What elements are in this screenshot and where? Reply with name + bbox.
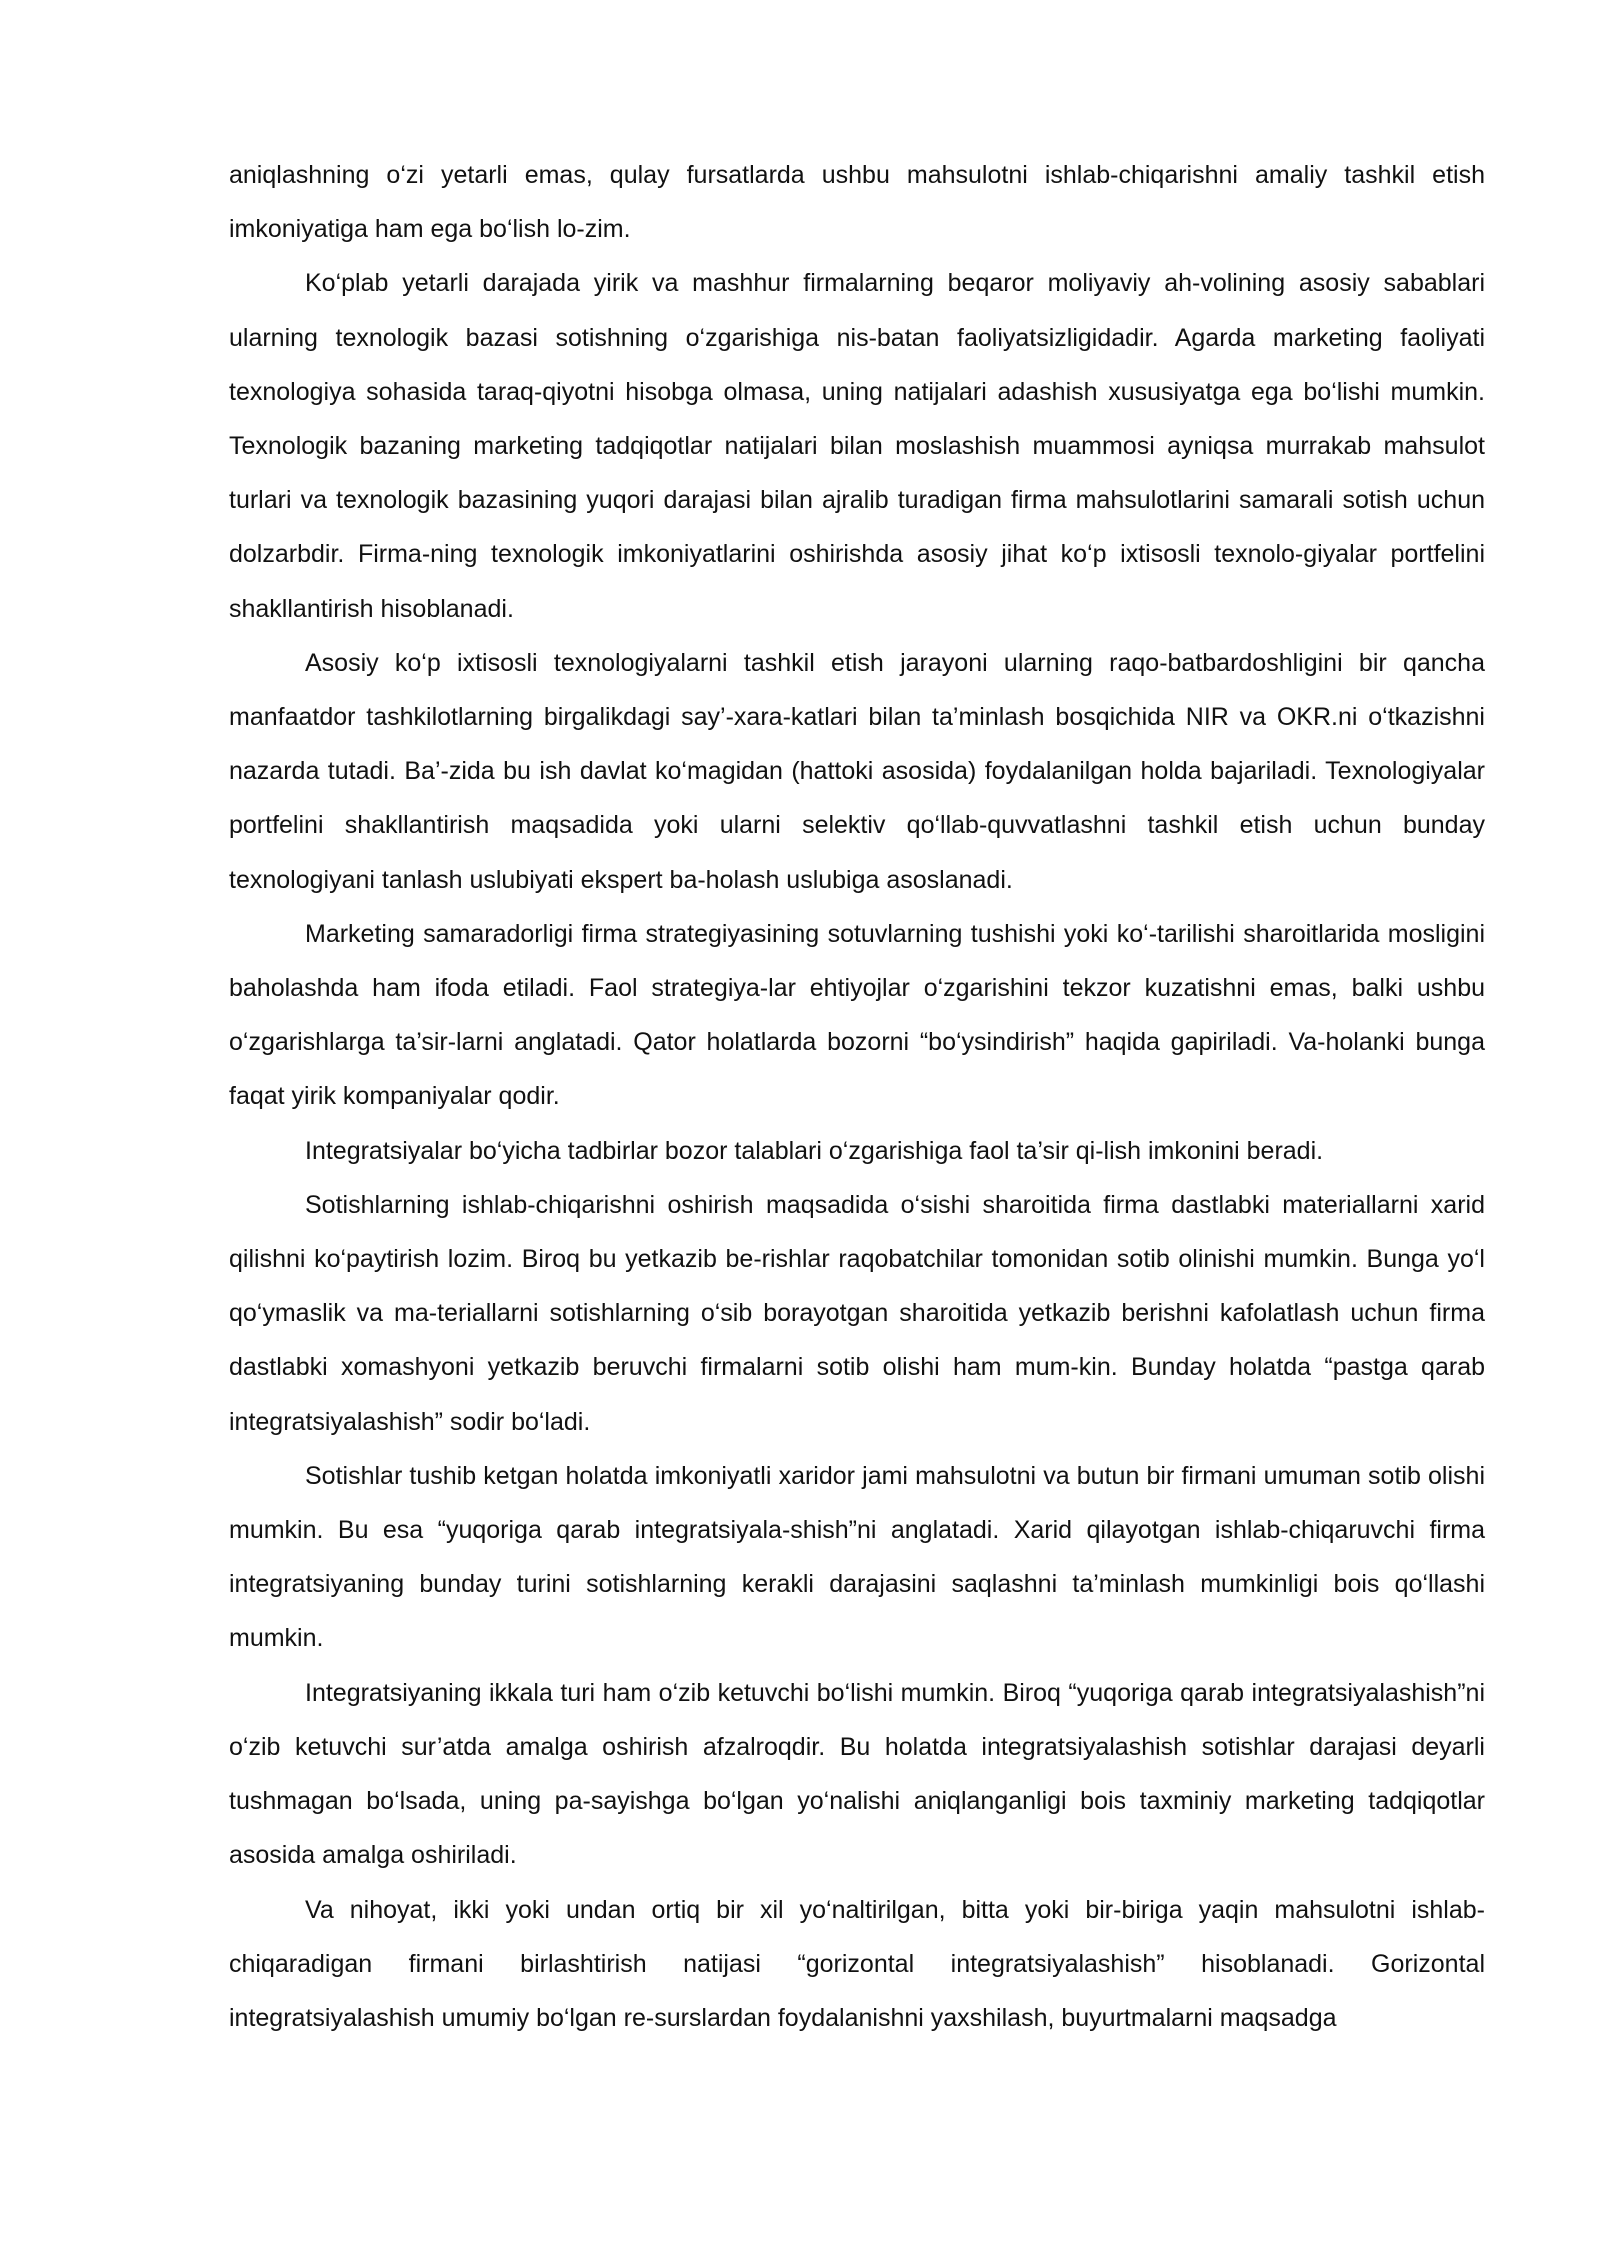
paragraph: Ko‘plab yetarli darajada yirik va mashhur firmalarning beqaror moliyaviy ah-volining asosiy sabablari ularning texnologik bazasi sotishning o‘zgarishiga nis-batan faoliyatsizligidadir. Agarda marketing faoliyati texnologiya sohasida taraq-qiyotni hisobga olmasa, uning natijalari adashish xususiyatga ega bo‘lishi mumkin. Texnologik bazaning marketing tadqiqotlar natijalari bilan moslashish muammosi ayniqsa murrakab mahsulot turlari va texnologik bazasining yuqori darajasi bilan ajralib turadigan firma mahsulotlarini samarali sotish uchun dolzarbdir. Firma-ning texnologik imkoniyatlarini oshirishda asosiy jihat ko‘p ixtisosli texnolo-giyalar portfelini shakllantirish hisoblanadi. — [229, 269, 1485, 623]
paragraph: Integratsiyaning ikkala turi ham o‘zib ketuvchi bo‘lishi mumkin. Biroq “yuqoriga qarab integratsiyalashish”ni o‘zib ketuvchi sur’atda amalga oshirish afzalroqdir. Bu holatda integratsiyalashish sotishlar darajasi deyarli tushmagan bo‘lsada, uning pa-sayishga bo‘lgan yo‘nalishi aniqlanganligi bois taxminiy marketing tadqiqotlar asosida amalga oshiriladi. — [229, 1678, 1485, 1870]
paragraph-truncated: Va nihoyat, ikki yoki undan ortiq bir xil yo‘naltirilgan, bitta yoki bir-biriga yaqin mahsulotni ishlab-chiqaradigan firmani birlashtirish natijasi “gorizontal integratsiyalashish” hisoblanadi. Gorizontal integratsiyalashish umumiy bo‘lgan re-surslardan foydalanishni yaxshilash, buyurtmalarni maqsadga — [229, 1895, 1485, 2032]
paragraph-continuation: aniqlashning o‘zi yetarli emas, qulay fursatlarda ushbu mahsulotni ishlab-chiqarishni amaliy tashkil etish imkoniyatiga ham ega bo‘lish lo-zim. — [229, 161, 1485, 244]
paragraph: Sotishlar tushib ketgan holatda imkoniyatli xaridor jami mahsulotni va butun bir firmani umuman sotib olishi mumkin. Bu esa “yuqoriga qarab integratsiyala-shish”ni anglatadi. Xarid qilayotgan ishlab-chiqaruvchi firma integratsiyaning bunday turini sotishlarning kerakli darajasini saqlashni ta’minlash mumkinligi bois qo‘llashi mumkin. — [229, 1461, 1485, 1653]
document-page — [229, 148, 1485, 2045]
paragraph: Integratsiyalar bo‘yicha tadbirlar bozor talablari o‘zgarishiga faol ta’sir qi-lish imkonini beradi. — [305, 1136, 1324, 1165]
paragraph: Sotishlarning ishlab-chiqarishni oshirish maqsadida o‘sishi sharoitida firma dastlabki materiallarni xarid qilishni ko‘paytirish lozim. Biroq bu yetkazib be-rishlar raqobatchilar tomonidan sotib olinishi mumkin. Bunga yo‘l qo‘ymaslik va ma-teriallarni sotishlarning o‘sib borayotgan sharoitida yetkazib berishni kafolatlash uchun firma dastlabki xomashyoni yetkazib beruvchi firmalarni sotib olishi ham mum-kin. Bunday holatda “pastga qarab integratsiyalashish” sodir bo‘ladi. — [229, 1190, 1485, 1436]
paragraph: Asosiy ko‘p ixtisosli texnologiyalarni tashkil etish jarayoni ularning raqo-batbardoshligini bir qancha manfaatdor tashkilotlarning birgalikdagi say’-xara-katlari bilan ta’minlash bosqichida NIR va OKR.ni o‘tkazishni nazarda tutadi. Ba’-zida bu ish davlat ko‘magidan (hattoki asosida) foydalanilgan holda bajariladi. Texnologiyalar portfelini shakllantirish maqsadida yoki ularni selektiv qo‘llab-quvvatlashni tashkil etish uchun bunday texnologiyani tanlash uslubiyati ekspert ba-holash uslubiga asoslanadi. — [229, 648, 1485, 894]
paragraph: Marketing samaradorligi firma strategiyasining sotuvlarning tushishi yoki ko‘-tarilishi sharoitlarida mosligini baholashda ham ifoda etiladi. Faol strategiya-lar ehtiyojlar o‘zgarishini tekzor kuzatishni emas, balki ushbu o‘zgarishlarga ta’sir-larni anglatadi. Qator holatlarda bozorni “bo‘ysindirish” haqida gapiriladi. Va-holanki bunga faqat yirik kompaniyalar qodir. — [229, 919, 1485, 1111]
